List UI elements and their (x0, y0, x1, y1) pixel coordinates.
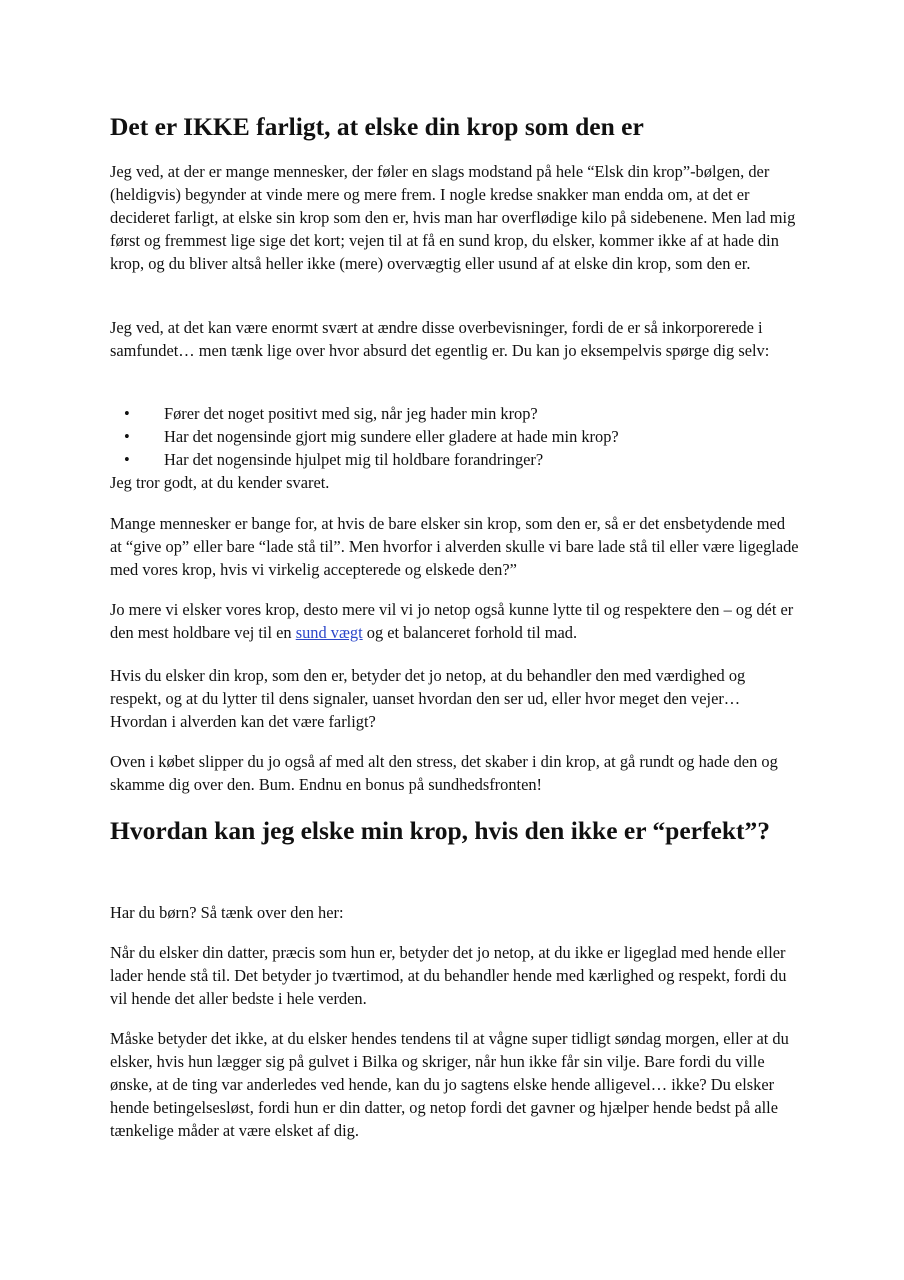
paragraph-2: Jeg ved, at det kan være enormt svært at ændre disse overbevisninger, fordi de er så inkorporerede i samfundet… men tænk lige over hvor absurd det egentlig er. Du kan jo eksempelvis spørge dig selv: (110, 318, 770, 360)
list-item (110, 425, 800, 448)
paragraph-5-text-before: Jo mere vi elsker vores krop, desto mere vil vi jo netop også kunne lytte til og respektere den – og dét er den mest holdbare vej til en (110, 600, 794, 642)
paragraph-3: Jeg tror godt, at du kender svaret. (110, 473, 330, 492)
paragraph-8: Har du børn? Så tænk over den her: (110, 903, 344, 922)
paragraph-5 (110, 598, 800, 644)
bullet-icon: • (124, 450, 130, 469)
list-item (110, 448, 800, 471)
bullet-icon: • (124, 404, 130, 423)
section-heading-2: Hvordan kan jeg elske min krop, hvis den ikke er “perfekt”? (110, 816, 770, 845)
list-item-text: Fører det noget positivt med sig, når jeg hader min krop? (164, 404, 538, 423)
paragraph-4: Mange mennesker er bange for, at hvis de bare elsker sin krop, som den er, så er det ensbetydende med at “give op” eller bare “lade stå til”. Men hvorfor i alverden skulle vi bare lade stå til eller være ligeglade med vores krop, hvis vi virkelig accepterede og elskede den?” (110, 514, 799, 579)
list-item-text: Har det nogensinde hjulpet mig til holdbare forandringer? (164, 450, 544, 469)
paragraph-10: Måske betyder det ikke, at du elsker hendes tendens til at vågne super tidligt søndag morgen, eller at du elsker, hvis hun lægger sig på gulvet i Bilka og skriger, når hun ikke får sin vilje. Bare fordi du ville ønske, at de ting var anderledes ved hende, kan du jo sagtens elske hende alligevel… ikke? Du elsker hende betingelsesløst, fordi hun er din datter, og netop fordi det gavner og hjælper hende bedst på alle tænkelige måder at være elsket af dig. (110, 1029, 789, 1140)
list-item (110, 402, 800, 425)
question-list (110, 402, 800, 471)
list-item-text: Har det nogensinde gjort mig sundere eller gladere at hade min krop? (164, 427, 619, 446)
sund-vaegt-link[interactable]: sund vægt (295, 623, 363, 642)
section-heading-1: Det er IKKE farligt, at elske din krop som den er (110, 112, 644, 141)
paragraph-5-text-after: og et balanceret forhold til mad. (362, 623, 578, 642)
paragraph-7: Oven i købet slipper du jo også af med alt den stress, det skaber i din krop, at gå rundt og hade den og skamme dig over den. Bum. Endnu en bonus på sundhedsfronten! (110, 752, 778, 794)
paragraph-1: Jeg ved, at der er mange mennesker, der føler en slags modstand på hele “Elsk din krop”-bølgen, der (heldigvis) begynder at vinde mere og mere frem. I nogle kredse snakker man endda om, at det er decideret farligt, at elske sin krop som den er, hvis man har overflødige kilo på sidebenene. Men lad mig først og fremmest lige sige det kort; vejen til at få en sund krop, du elsker, kommer ikke af at hade din krop, og du bliver altså heller ikke (mere) overvægtig eller usund af at elske din krop, som den er. (110, 162, 796, 273)
bullet-icon: • (124, 427, 130, 446)
paragraph-6: Hvis du elsker din krop, som den er, betyder det jo netop, at du behandler den med værdighed og respekt, og at du lytter til dens signaler, uanset hvordan den ser ud, eller hvor meget den vejer… Hvordan i alverden kan det være farligt? (110, 666, 746, 731)
paragraph-9: Når du elsker din datter, præcis som hun er, betyder det jo netop, at du ikke er ligeglad med hende eller lader hende stå til. Det betyder jo tværtimod, at du behandler hende med kærlighed og respekt, fordi du vil hende det aller bedste i hele verden. (110, 943, 787, 1008)
